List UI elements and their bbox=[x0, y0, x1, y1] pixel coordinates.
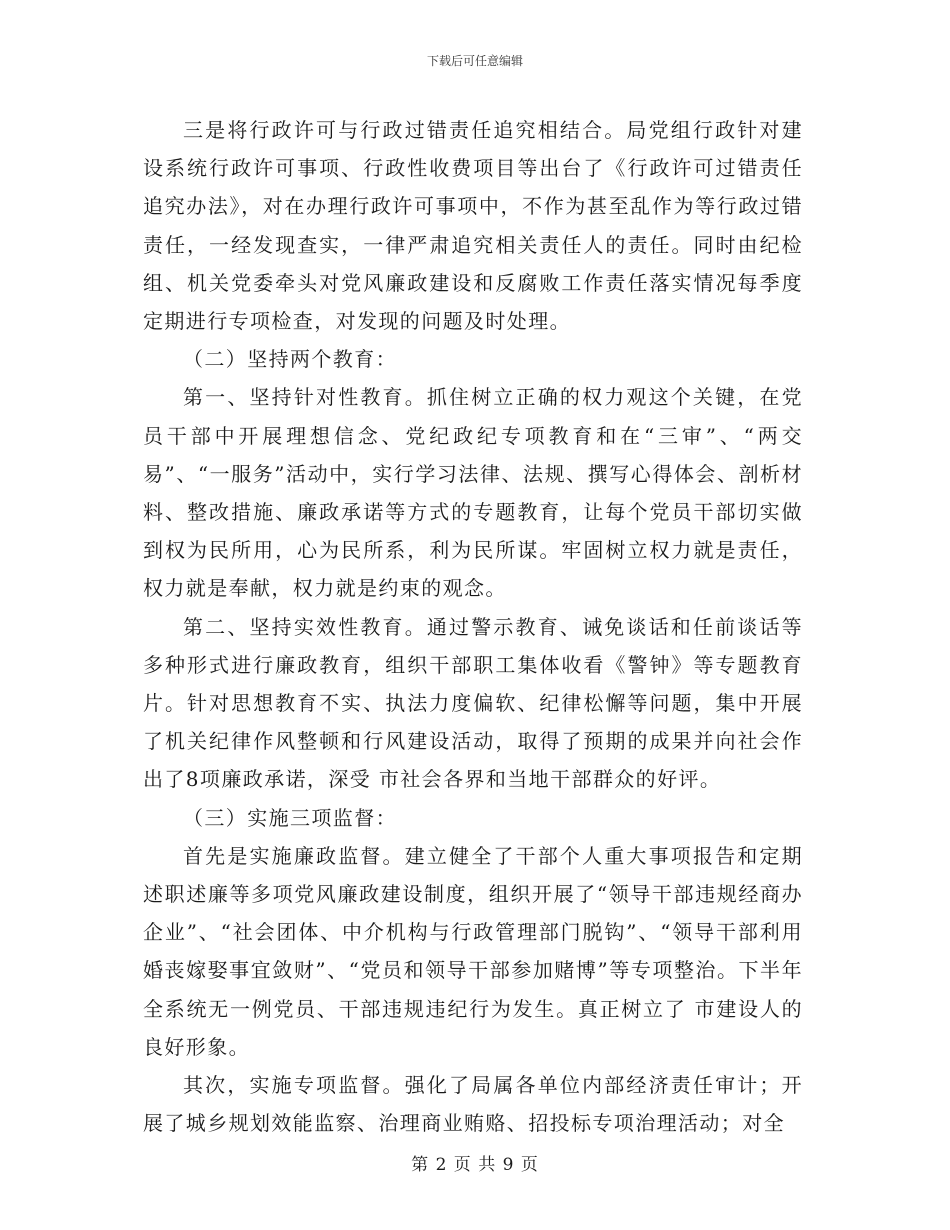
paragraph: 三是将行政许可与行政过错责任追究相结合。局党组行政针对建设系统行政许可事项、行政性收费项目等出台了《行政许可过错责任追究办法》，对在办理行政许可事项中，不作为甚至乱作为等行政过错责任，一经发现查实，一律严肃追究相关责任人的责任。同时由纪检组、机关党委牵头对党风廉政建设和反腐败工作责任落实情况每季度定期进行专项检查，对发现的问题及时处理。 bbox=[143, 118, 803, 334]
document-body bbox=[143, 111, 803, 1142]
paragraph: 其次，实施专项监督。强化了局属各单位内部经济责任审计；开展了城乡规划效能监察、治理商业贿赂、招投标专项治理活动；对全 bbox=[143, 1073, 803, 1136]
paragraph: 首先是实施廉政监督。建立健全了干部个人重大事项报告和定期述职述廉等多项党风廉政建设制度，组织开展了“领导干部违规经商办企业”、“社会团体、中介机构与行政管理部门脱钩”、“领导干部利用婚丧嫁娶事宜敛财”、“党员和领导干部参加赌博”等专项整治。下半年全系统无一例党员、干部违规违纪行为发生。真正树立了 市建设人的良好形象。 bbox=[143, 843, 803, 1059]
page-header: 下载后可任意编辑 bbox=[426, 54, 523, 68]
paragraph: 第一、坚持针对性教育。抓住树立正确的权力观这个关键，在党员干部中开展理想信念、党纪政纪专项教育和在“三审”、“两交易”、“一服务”活动中，实行学习法律、法规、撰写心得体会、剖析材料、整改措施、廉政承诺等方式的专题教育，让每个党员干部切实做到权为民所用，心为民所系，利为民所谋。牢固树立权力就是责任，权力就是奉献，权力就是约束的观念。 bbox=[143, 385, 803, 601]
section-heading: （三）实施三项监督： bbox=[183, 805, 397, 830]
section-heading: （二）坚持两个教育： bbox=[183, 347, 397, 372]
paragraph: 第二、坚持实效性教育。通过警示教育、诫免谈话和任前谈话等多种形式进行廉政教育，组织干部职工集体收看《警钟》等专题教育片。针对思想教育不实、执法力度偏软、纪律松懈等问题，集中开展了机关纪律作风整顿和行风建设活动，取得了预期的成果并向社会作出了8项廉政承诺，深受 市社会各界和当地干部群众的好评。 bbox=[143, 614, 803, 792]
page-number-footer: 第 2 页 共 9 页 bbox=[411, 1155, 539, 1175]
